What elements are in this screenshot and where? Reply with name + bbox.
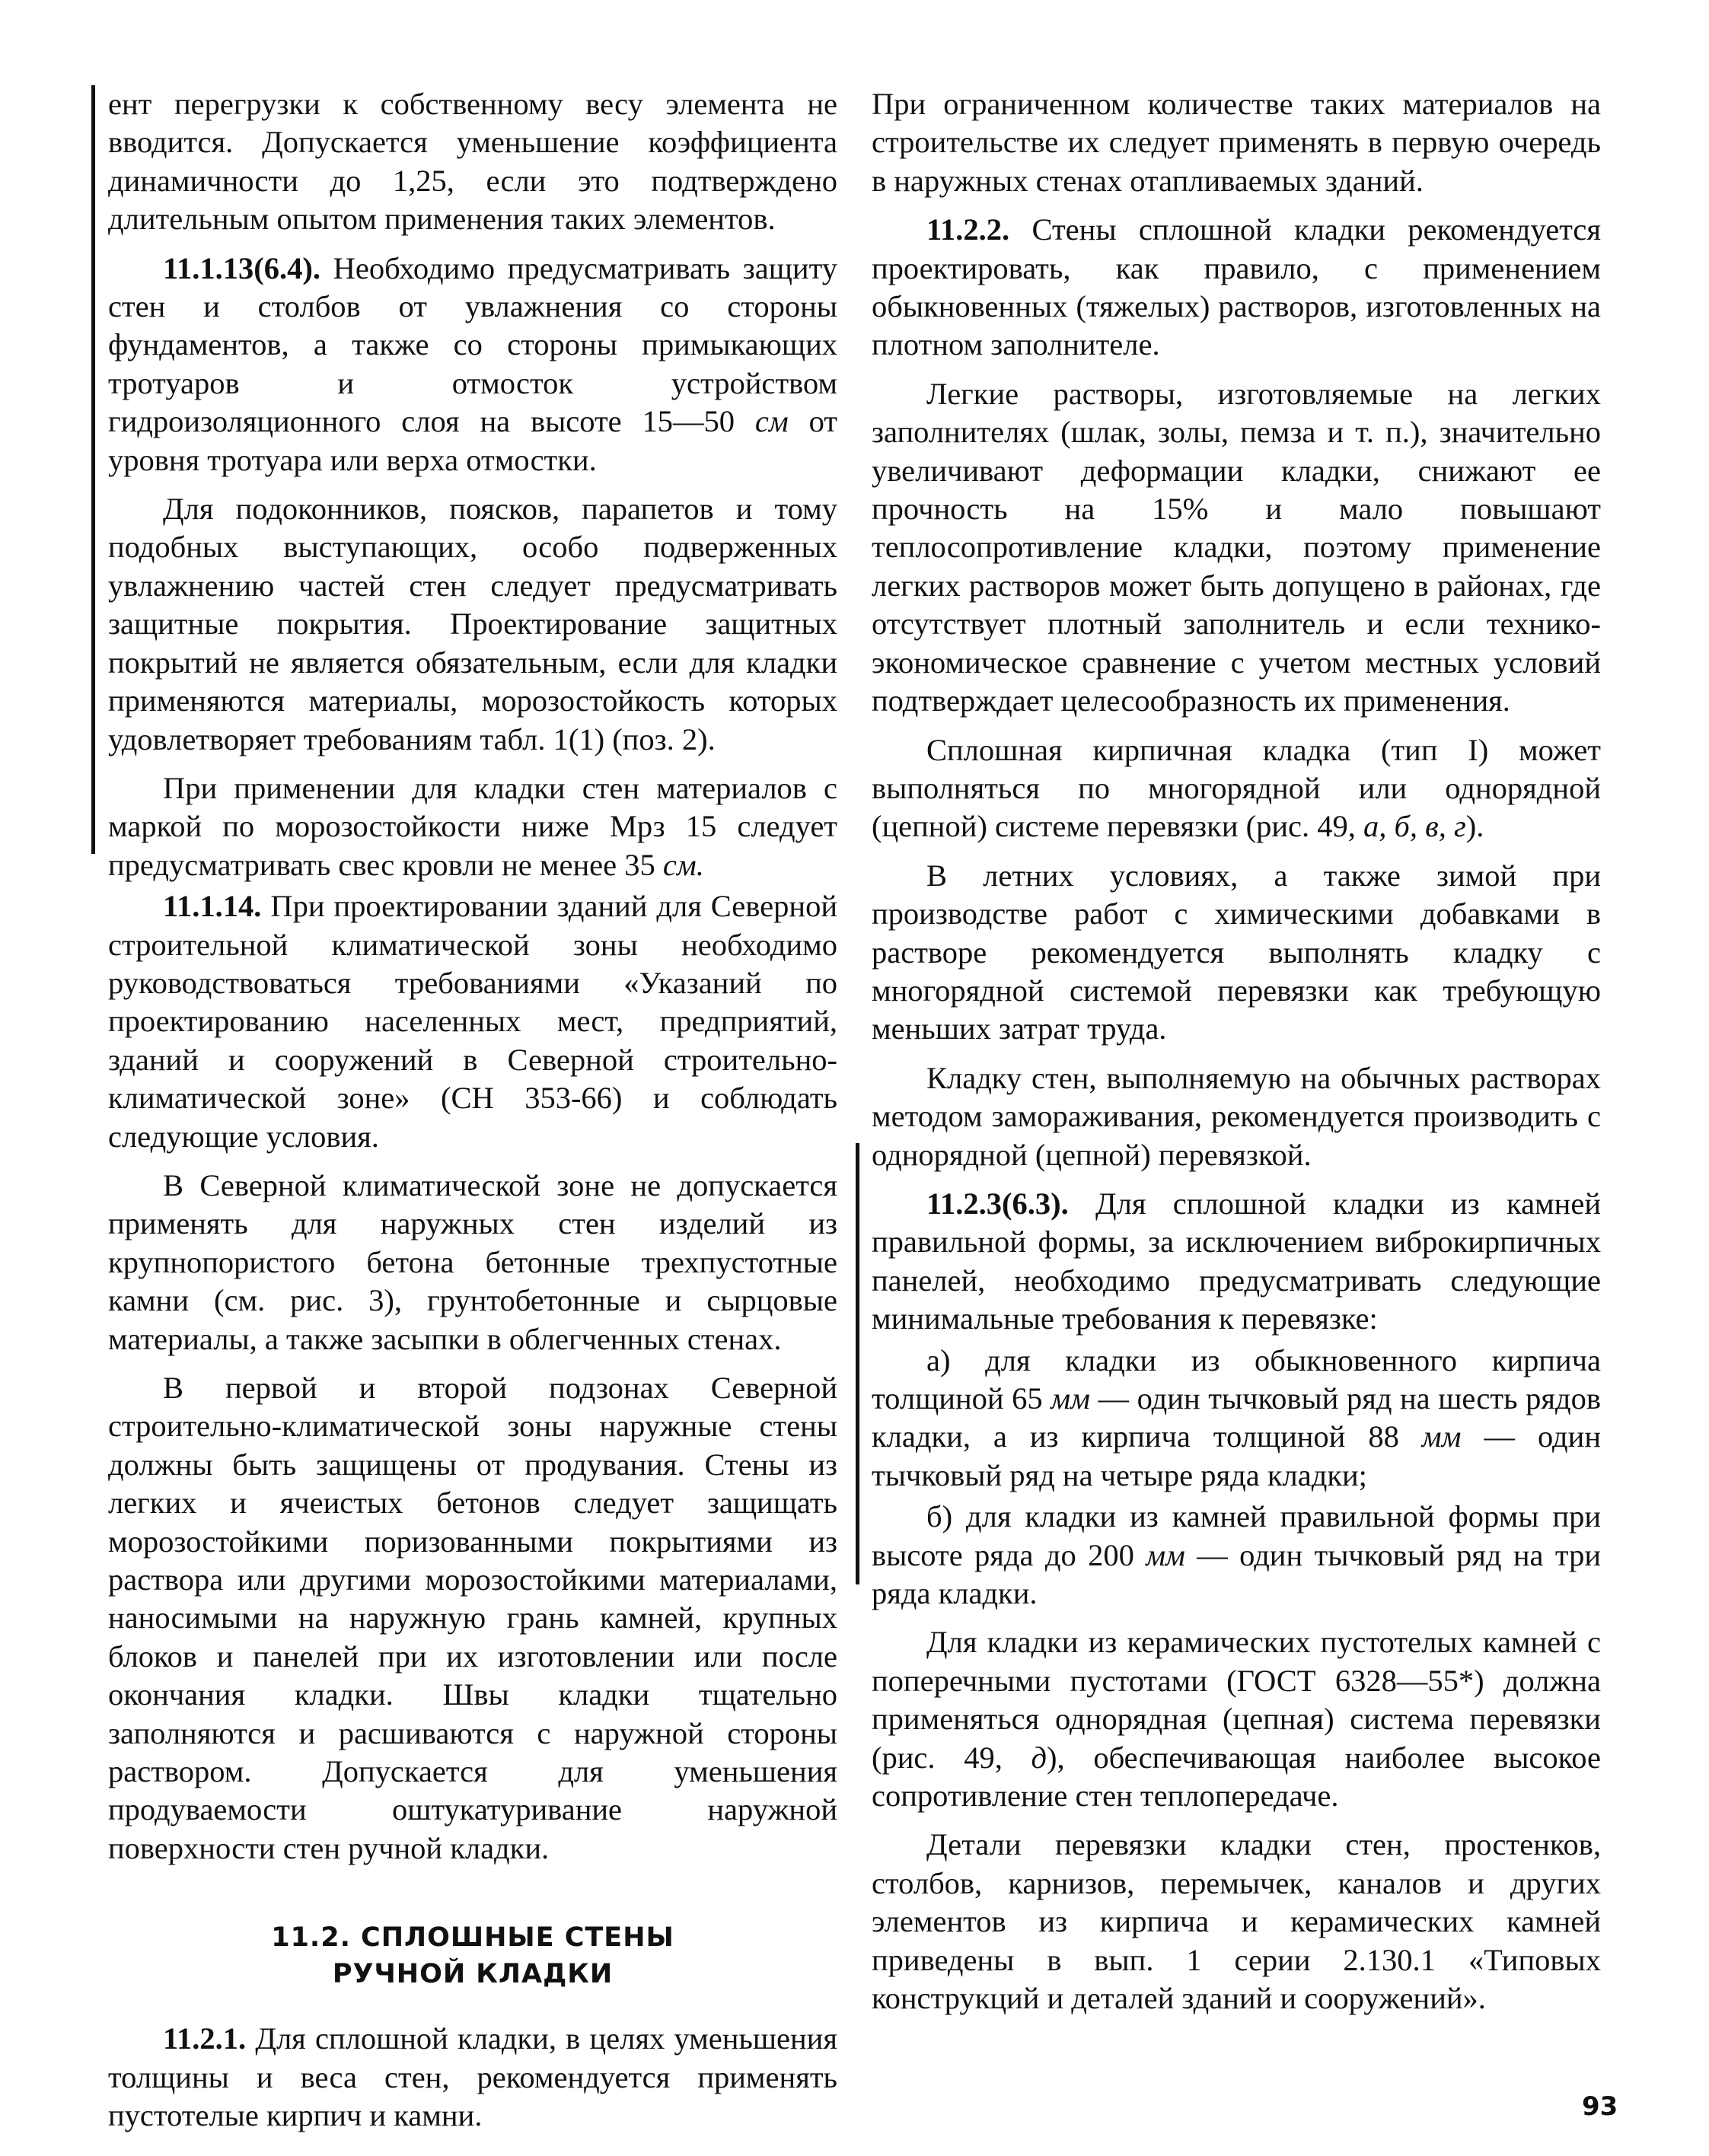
paragraph: Легкие растворы, изготовляемые на легких заполнителях (шлак, золы, пемза и т. п.), значительно увеличивают деформации кладки, снижают ее прочность на 15% и мало повышают теплосопротивление кладки, поэтому применение легких растворов может быть допущено в районах, где отсутствует плотный заполнитель и если технико-экономическое сравнение с учетом местных условий подтверждает целесообразность их применения. bbox=[872, 376, 1601, 718]
paragraph: Сплошная кирпичная кладка (тип I) может выполняться по многорядной или однорядной (цепной) системе перевязки (рис. 49, а, б, в, г). bbox=[872, 732, 1601, 844]
paragraph: 11.2.3(6.3). Для сплошной кладки из камней правильной формы, за исключением виброкирпичных панелей, необходимо предусматривать следующие минимальные требования к перевязке: bbox=[872, 1186, 1601, 1336]
right-column bbox=[872, 85, 1601, 2029]
paragraph: Для подоконников, поясков, парапетов и тому подобных выступающих, особо подверженных увлажнению частей стен следует предусматривать защитные покрытия. Проектирование защитных покрытий не является обязательным, если для кладки применяются материалы, морозостойкость которых удовлетворяет требованиям табл. 1(1) (поз. 2). bbox=[108, 492, 837, 756]
paragraph: 11.1.13(6.4). Необходимо предусматривать защиту стен и столбов от увлажнения со стороны фундаментов, а также со стороны примыкающих тротуаров и отмосток устройством гидроизоляционного слоя на высоте 15—50 см от уровня тротуара или верха отмостки. bbox=[108, 250, 837, 477]
paragraph: В Северной климатической зоне не допускается применять для наружных стен изделий из крупнопористого бетона бетонные трехпустотные камни (см. рис. 3), грунтобетонные и сырцовые материалы, а также засыпки в облегченных стенах. bbox=[108, 1167, 837, 1356]
paragraph: 11.2.1. Для сплошной кладки, в целях уменьшения толщины и веса стен, рекомендуется применять пустотелые кирпич и камни. bbox=[108, 2021, 837, 2133]
paragraph: 11.1.14. При проектировании зданий для Северной строительной климатической зоны необходимо руководствоваться требованиями «Указаний по проектированию населенных мест, предприятий, зданий и сооружений в Северной строительно-климатической зоне» (СН 353-66) и соблюдать следующие условия. bbox=[108, 889, 837, 1154]
left-column bbox=[108, 85, 837, 2146]
clause-number: 11.2.2. bbox=[926, 212, 1010, 247]
clause-number: 11.1.14. bbox=[163, 889, 262, 924]
paragraph: Детали перевязки кладки стен, простенков, столбов, карнизов, перемычек, каналов и других элементов из кирпича и керамических камней приведены в вып. 1 серии 2.130.1 «Типовых конструкций и деталей зданий и сооружений». bbox=[872, 1827, 1601, 2016]
list-item: а) для кладки из обыкновенного кирпича толщиной 65 мм — один тычковый ряд на шесть рядов кладки, а из кирпича толщиной 88 мм — один тычковый ряд на четыре ряда кладки; bbox=[872, 1342, 1601, 1492]
section-heading: 11.2. СПЛОШНЫЕ СТЕНЫ РУЧНОЙ КЛАДКИ bbox=[271, 1922, 674, 1990]
list-item: б) для кладки из камней правильной формы при высоте ряда до 200 мм — один тычковый ряд на три ряда кладки. bbox=[872, 1499, 1601, 1611]
clause-number: 11.2.1. bbox=[163, 2021, 247, 2056]
left-margin-bar bbox=[91, 85, 95, 854]
page-number: 93 bbox=[1582, 2091, 1618, 2122]
paragraph: В летних условиях, а также зимой при производстве работ с химическими добавками в растворе рекомендуется выполнять кладку с многорядной системой перевязки как требующую меньших затрат труда. bbox=[872, 858, 1601, 1046]
paragraph: При применении для кладки стен материалов с маркой по морозостойкости ниже Мрз 15 следует предусматривать свес кровли не менее 35 см. bbox=[108, 770, 837, 882]
right-margin-bar bbox=[856, 1143, 859, 1584]
clause-number: 11.2.3(6.3). bbox=[926, 1186, 1069, 1221]
clause-number: 11.1.13(6.4). bbox=[163, 250, 320, 285]
paragraph: При ограниченном количестве таких материалов на строительстве их следует применять в первую очередь в наружных стенах отапливаемых зданий. bbox=[872, 87, 1601, 198]
paragraph: Для кладки из керамических пустотелых камней с поперечными пустотами (ГОСТ 6328—55*) должна применяться однорядная (цепная) система перевязки (рис. 49, д), обеспечивающая наиболее высокое сопротивление стен теплопередаче. bbox=[872, 1625, 1601, 1814]
paragraph: В первой и второй подзонах Северной строительно-климатической зоны наружные стены должны быть защищены от продувания. Стены из легких и ячеистых бетонов следует защищать морозостойкими поризованными покрытиями из раствора или другими морозостойкими материалами, наносимыми на наружную грань камней, крупных блоков и панелей при их изготовлении или после окончания кладки. Швы кладки тщательно заполняются и расшиваются с наружной стороны раствором. Допускается для уменьшения продуваемости оштукатуривание наружной поверхности стен ручной кладки. bbox=[108, 1371, 837, 1865]
paragraph: 11.2.2. Стены сплошной кладки рекомендуется проектировать, как правило, с применением обыкновенных (тяжелых) растворов, изготовленных на плотном заполнителе. bbox=[872, 212, 1601, 362]
paragraph: ент перегрузки к собственному весу элемента не вводится. Допускается уменьшение коэффициента динамичности до 1,25, если это подтверждено длительным опытом применения таких элементов. bbox=[108, 87, 837, 237]
paragraph: Кладку стен, выполняемую на обычных растворах методом замораживания, рекомендуется производить с однорядной (цепной) перевязкой. bbox=[872, 1060, 1601, 1172]
